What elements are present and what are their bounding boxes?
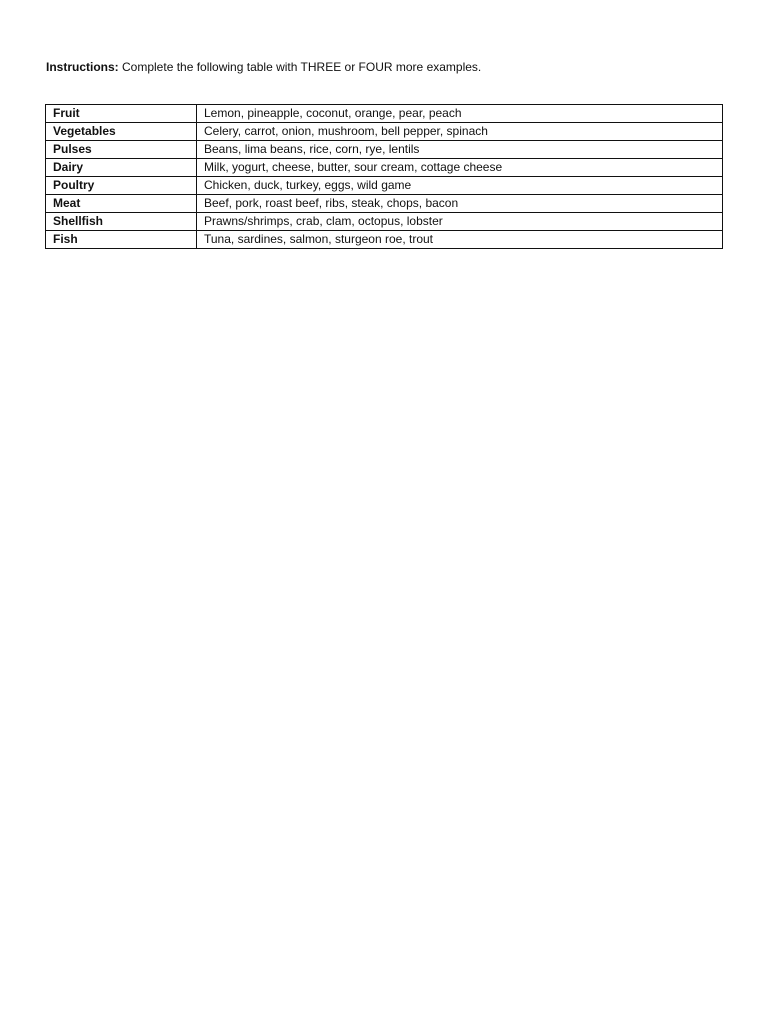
examples-cell: Beans, lima beans, rice, corn, rye, lentils: [197, 141, 723, 159]
table-row: [46, 177, 723, 195]
category-cell: Dairy: [46, 159, 197, 177]
examples-cell: Prawns/shrimps, crab, clam, octopus, lobster: [197, 213, 723, 231]
category-cell: Fruit: [46, 105, 197, 123]
table-row: [46, 195, 723, 213]
table-row: [46, 141, 723, 159]
table-row: [46, 231, 723, 249]
instructions: [46, 59, 481, 75]
examples-cell: Beef, pork, roast beef, ribs, steak, chops, bacon: [197, 195, 723, 213]
category-cell: Vegetables: [46, 123, 197, 141]
food-examples-table: [45, 104, 723, 249]
category-cell: Meat: [46, 195, 197, 213]
category-cell: Shellfish: [46, 213, 197, 231]
instructions-text: Complete the following table with THREE or FOUR more examples.: [118, 60, 482, 74]
table-row: [46, 105, 723, 123]
category-cell: Pulses: [46, 141, 197, 159]
examples-cell: Milk, yogurt, cheese, butter, sour cream, cottage cheese: [197, 159, 723, 177]
instructions-label: Instructions:: [46, 60, 119, 74]
examples-cell: Lemon, pineapple, coconut, orange, pear, peach: [197, 105, 723, 123]
examples-cell: Tuna, sardines, salmon, sturgeon roe, trout: [197, 231, 723, 249]
table-row: [46, 213, 723, 231]
examples-cell: Chicken, duck, turkey, eggs, wild game: [197, 177, 723, 195]
examples-cell: Celery, carrot, onion, mushroom, bell pepper, spinach: [197, 123, 723, 141]
table-row: [46, 159, 723, 177]
table-row: [46, 123, 723, 141]
category-cell: Poultry: [46, 177, 197, 195]
category-cell: Fish: [46, 231, 197, 249]
